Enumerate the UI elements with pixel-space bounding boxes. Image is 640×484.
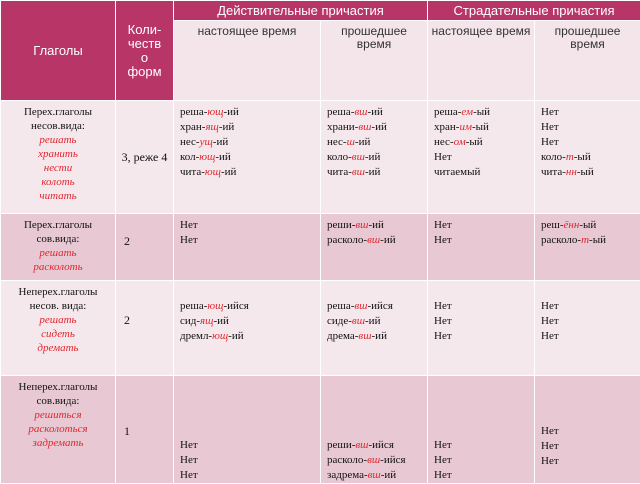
table-row (1, 101, 640, 214)
participle-part: Нет (434, 454, 452, 466)
participle-form (180, 120, 320, 135)
participle-part: дрема- (327, 330, 358, 342)
passive-past-cell (535, 376, 640, 484)
participle-part: Нет (541, 330, 559, 342)
participle-form (434, 314, 534, 329)
participle-suffix: т (566, 151, 574, 163)
participle-part: -ий (369, 219, 384, 231)
participle-part: -ый (574, 151, 591, 163)
participle-suffix: ем (461, 106, 473, 118)
participle-part: Нет (180, 454, 198, 466)
participle-form (327, 438, 427, 453)
participle-part: Нет (434, 439, 452, 451)
participle-part: Нет (434, 330, 452, 342)
participle-suffix: вш (368, 469, 381, 481)
table-row (1, 281, 640, 376)
participle-part: -ий (380, 234, 395, 246)
participle-part: реши- (327, 439, 355, 451)
participle-suffix: ящ (205, 121, 218, 133)
participle-form (180, 135, 320, 150)
participle-part: Нет (541, 106, 559, 118)
participle-part: Нет (434, 219, 452, 231)
participle-part: кол- (180, 151, 199, 163)
participle-part: нес- (327, 136, 347, 148)
participle-part: -ий (221, 166, 236, 178)
participle-form (327, 233, 427, 248)
participle-form (327, 329, 427, 344)
participle-suffix: ённ (564, 219, 580, 231)
participle-part: дремл- (180, 330, 212, 342)
participle-suffix: им (459, 121, 472, 133)
participle-part: -ый (466, 136, 483, 148)
participle-form (434, 299, 534, 314)
verb-group-cell: Неперех.глаголы сов.вида: решиться расколоться задремать (1, 376, 116, 484)
participle-form (434, 453, 534, 468)
participle-part: -ий (223, 106, 238, 118)
participle-part: -ий (372, 330, 387, 342)
participle-suffix: ущ (200, 136, 213, 148)
participle-form (434, 150, 534, 165)
participle-form (541, 120, 640, 135)
participle-part: коло- (327, 151, 352, 163)
participle-suffix: вш (354, 300, 367, 312)
active-present-cell (174, 101, 321, 214)
verbs-header: Глаголы (1, 1, 116, 101)
participle-part: чита- (327, 166, 352, 178)
participle-form (180, 165, 320, 180)
participle-part: чита- (541, 166, 566, 178)
participle-part: реша- (327, 106, 354, 118)
participle-part: -ийся (368, 300, 393, 312)
active-present-cell (174, 281, 321, 376)
active-present-cell (174, 214, 321, 281)
passive-past-cell (535, 101, 640, 214)
participle-part: -ий (219, 121, 234, 133)
form-count-cell: 1 (116, 376, 174, 484)
participle-part: -ий (228, 330, 243, 342)
participle-part: -ийся (380, 454, 405, 466)
participle-form (327, 105, 427, 120)
table-row (1, 214, 640, 281)
active-past-cell (321, 214, 428, 281)
form-count-cell: 2 (116, 281, 174, 376)
participle-part: -ый (472, 121, 489, 133)
participle-suffix: вш (355, 439, 368, 451)
passive-present-cell (428, 281, 535, 376)
passive-present-cell (428, 101, 535, 214)
participle-part: расколо- (327, 454, 367, 466)
participle-suffix: ющ (212, 330, 228, 342)
participle-form (180, 299, 320, 314)
participle-part: чита- (180, 166, 205, 178)
participle-form (180, 329, 320, 344)
participle-part: Нет (541, 425, 559, 437)
participle-suffix: ом (454, 136, 466, 148)
participle-form (180, 218, 320, 233)
participle-form (180, 314, 320, 329)
participle-suffix: вш (352, 151, 365, 163)
participle-suffix: вш (355, 219, 368, 231)
participle-part: реш- (541, 219, 564, 231)
participle-form (434, 438, 534, 453)
count-header: Коли- честв о форм (116, 1, 174, 101)
participle-form (327, 165, 427, 180)
participle-part: Нет (541, 300, 559, 312)
participle-part: сид- (180, 315, 200, 327)
participle-suffix: вш (352, 315, 365, 327)
participle-part: -ий (215, 151, 230, 163)
participle-suffix: ш (347, 136, 355, 148)
participle-form (541, 135, 640, 150)
participle-part: -ий (365, 166, 380, 178)
participle-form (434, 135, 534, 150)
active-past-header: прошедшее время (321, 21, 428, 101)
participle-form (327, 150, 427, 165)
participle-form (327, 299, 427, 314)
participle-form (434, 218, 534, 233)
active-present-cell (174, 376, 321, 484)
participle-form (541, 218, 640, 233)
passive-present-cell (428, 376, 535, 484)
participle-form (180, 105, 320, 120)
passive-past-cell (535, 281, 640, 376)
participle-part: расколо- (327, 234, 367, 246)
participle-form (327, 468, 427, 483)
participle-part: читаемый (434, 166, 480, 178)
participle-part: -ий (365, 151, 380, 163)
participle-part: нес- (180, 136, 200, 148)
participle-part: -ий (365, 315, 380, 327)
participle-suffix: т (581, 234, 589, 246)
participle-part: -ый (589, 234, 606, 246)
participle-suffix: вш (354, 106, 367, 118)
participle-form (541, 165, 640, 180)
participle-part: Нет (541, 136, 559, 148)
participle-part: -ий (368, 106, 383, 118)
participle-form (434, 165, 534, 180)
participle-form (541, 439, 640, 454)
active-past-cell (321, 101, 428, 214)
participle-form (327, 453, 427, 468)
participle-form (327, 120, 427, 135)
form-count-cell: 2 (116, 214, 174, 281)
passive-past-header: прошедшее время (535, 21, 640, 101)
participle-part: -ийся (223, 300, 248, 312)
participle-form (434, 468, 534, 483)
participle-form (327, 135, 427, 150)
participle-form (434, 233, 534, 248)
participle-form (541, 454, 640, 469)
form-count-cell: 3, реже 4 (116, 101, 174, 214)
participle-part: Нет (541, 121, 559, 133)
participle-form (434, 120, 534, 135)
verb-group-cell: Перех.глаголы несов.вида: решать хранить нести колоть читать (1, 101, 116, 214)
participle-form (327, 314, 427, 329)
participle-part: Нет (180, 439, 198, 451)
participle-part: -ий (355, 136, 370, 148)
participle-part: задрема- (327, 469, 368, 481)
participle-suffix: нн (566, 166, 577, 178)
participle-part: Нет (541, 315, 559, 327)
participle-form (541, 314, 640, 329)
participle-suffix: вш (352, 166, 365, 178)
participle-suffix: ющ (205, 166, 221, 178)
participle-part: коло- (541, 151, 566, 163)
participle-form (541, 424, 640, 439)
participle-form (541, 299, 640, 314)
passive-participles-header: Страдательные причастия (428, 1, 640, 21)
participle-form (541, 233, 640, 248)
participle-part: сиде- (327, 315, 352, 327)
participle-part: храни- (327, 121, 358, 133)
participle-part: Нет (180, 219, 198, 231)
participle-form (180, 438, 320, 453)
participle-part: хран- (180, 121, 205, 133)
participle-part: реша- (434, 106, 461, 118)
participle-form (180, 468, 320, 483)
active-past-cell (321, 376, 428, 484)
active-past-cell (321, 281, 428, 376)
active-present-header: настоящее время (174, 21, 321, 101)
participle-part: -ый (579, 219, 596, 231)
participle-part: -ий (371, 121, 386, 133)
participle-form (541, 329, 640, 344)
participle-part: хран- (434, 121, 459, 133)
participle-part: Нет (434, 469, 452, 481)
participle-suffix: ющ (207, 106, 223, 118)
participle-suffix: вш (367, 454, 380, 466)
participle-part: реша- (180, 300, 207, 312)
passive-present-header: настоящее время (428, 21, 535, 101)
passive-past-cell (535, 214, 640, 281)
participle-part: Нет (434, 300, 452, 312)
verb-group-cell: Перех.глаголы сов.вида: решать расколоть (1, 214, 116, 281)
participle-part: Нет (541, 440, 559, 452)
participle-form (180, 233, 320, 248)
passive-present-cell (428, 214, 535, 281)
participle-part: Нет (541, 455, 559, 467)
participle-part: реша- (327, 300, 354, 312)
participle-suffix: вш (358, 330, 371, 342)
participle-part: Нет (180, 234, 198, 246)
participle-form (327, 218, 427, 233)
table-row (1, 376, 640, 484)
participle-part: нес- (434, 136, 454, 148)
participle-part: реша- (180, 106, 207, 118)
participle-part: -ийся (369, 439, 394, 451)
verb-group-cell: Неперех.глаголы несов. вида: решать сидеть дремать (1, 281, 116, 376)
participle-part: -ий (381, 469, 396, 481)
participle-part: -ый (473, 106, 490, 118)
active-participles-header: Действительные причастия (174, 1, 428, 21)
participle-suffix: вш (358, 121, 371, 133)
participle-form (541, 105, 640, 120)
participle-part: Нет (434, 151, 452, 163)
participle-part: -ий (213, 315, 228, 327)
participle-suffix: ющ (199, 151, 215, 163)
participle-suffix: вш (367, 234, 380, 246)
participle-part: -ый (577, 166, 594, 178)
participle-form (180, 150, 320, 165)
participle-form (541, 150, 640, 165)
participle-part: -ий (213, 136, 228, 148)
participle-part: Нет (180, 469, 198, 481)
participle-form (434, 329, 534, 344)
participle-part: Нет (434, 234, 452, 246)
participle-part: реши- (327, 219, 355, 231)
participle-suffix: ющ (207, 300, 223, 312)
participle-part: Нет (434, 315, 452, 327)
participle-form (434, 105, 534, 120)
participle-form (180, 453, 320, 468)
participle-part: расколо- (541, 234, 581, 246)
participle-suffix: ящ (200, 315, 213, 327)
